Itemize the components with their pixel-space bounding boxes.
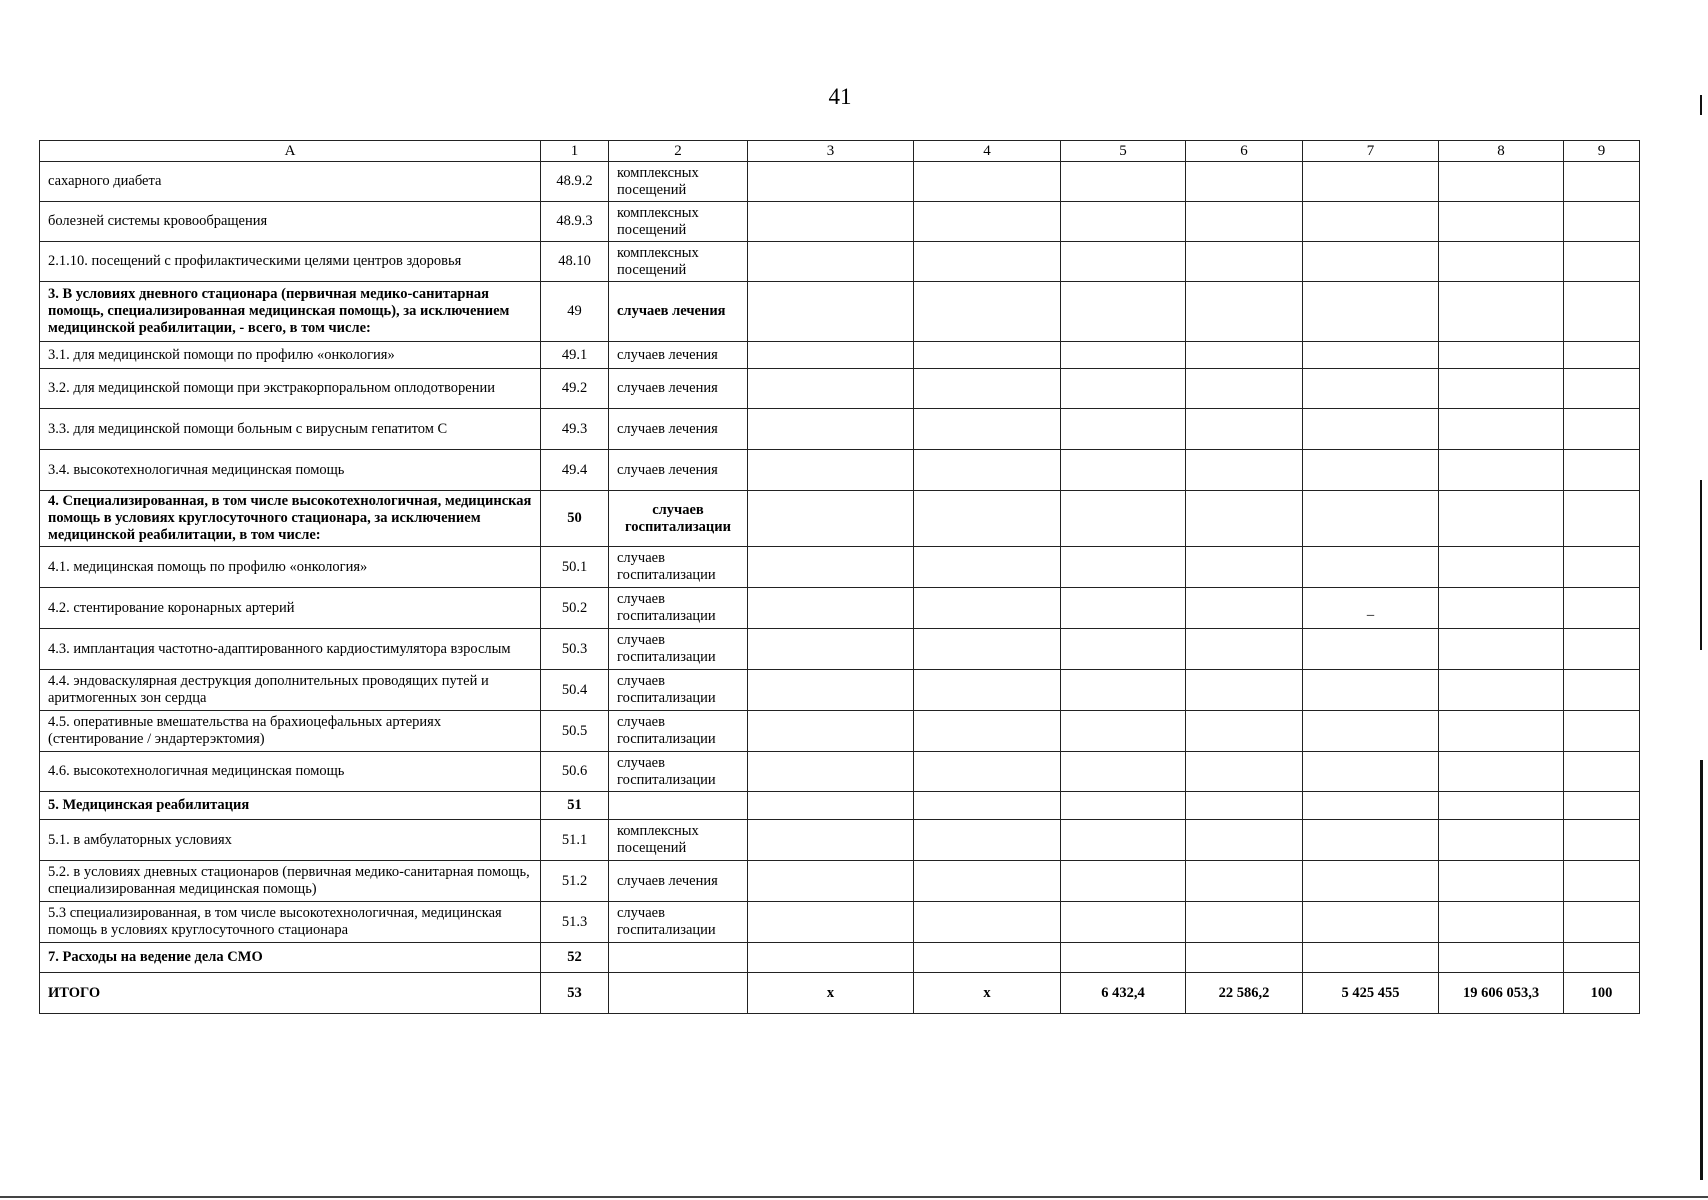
cell xyxy=(914,629,1061,670)
cell xyxy=(1303,342,1439,369)
cell xyxy=(1061,792,1186,820)
cell xyxy=(1303,409,1439,450)
cell xyxy=(914,792,1061,820)
scan-edge-mark xyxy=(1700,760,1703,1180)
cell xyxy=(1564,409,1640,450)
total-col6: 22 586,2 xyxy=(1186,973,1303,1014)
cell xyxy=(748,409,914,450)
cell xyxy=(1303,861,1439,902)
page-number: 41 xyxy=(828,84,852,109)
cell xyxy=(1303,670,1439,711)
cell xyxy=(1186,409,1303,450)
col-header-8: 8 xyxy=(1439,141,1564,162)
row-unit: случаев госпитализации xyxy=(609,902,748,943)
row-code: 48.10 xyxy=(541,242,609,282)
cell xyxy=(1303,902,1439,943)
row-unit: комплексных посещений xyxy=(609,242,748,282)
row-label: 5.1. в амбулаторных условиях xyxy=(40,820,541,861)
row-unit: случаев лечения xyxy=(609,450,748,491)
row-unit: случаев госпитализации xyxy=(609,491,748,547)
cell xyxy=(1439,491,1564,547)
table-row xyxy=(40,409,1640,450)
cell xyxy=(748,342,914,369)
dash-cell: – xyxy=(1303,588,1439,629)
cell xyxy=(914,670,1061,711)
cell xyxy=(1303,943,1439,973)
cell xyxy=(1303,450,1439,491)
cell xyxy=(1061,629,1186,670)
row-code: 51 xyxy=(541,792,609,820)
cell xyxy=(1061,943,1186,973)
row-code: 50 xyxy=(541,491,609,547)
cell xyxy=(914,242,1061,282)
col-header-4: 4 xyxy=(914,141,1061,162)
cell xyxy=(1439,588,1564,629)
cell xyxy=(1439,792,1564,820)
cell xyxy=(1186,792,1303,820)
row-label: 4. Специализированная, в том числе высокотехнологичная, медицинская помощь в условиях круглосуточного стационара, за исключением медицинской реабилитации, в том числе: xyxy=(40,491,541,547)
cell xyxy=(914,450,1061,491)
cell xyxy=(1564,491,1640,547)
header-row xyxy=(40,141,1640,162)
row-unit: случаев лечения xyxy=(609,861,748,902)
cell xyxy=(1439,342,1564,369)
row-label: сахарного диабета xyxy=(40,162,541,202)
row-label: болезней системы кровообращения xyxy=(40,202,541,242)
row-label: 5. Медицинская реабилитация xyxy=(40,792,541,820)
row-code: 49.3 xyxy=(541,409,609,450)
cell xyxy=(1303,547,1439,588)
cell xyxy=(1439,162,1564,202)
table-row xyxy=(40,670,1640,711)
scan-bottom-line xyxy=(0,1196,1708,1198)
cell xyxy=(1186,588,1303,629)
cell xyxy=(1061,369,1186,409)
cell xyxy=(1564,902,1640,943)
row-label: 4.1. медицинская помощь по профилю «онкология» xyxy=(40,547,541,588)
data-table xyxy=(39,140,1640,1014)
table-row xyxy=(40,752,1640,792)
cell xyxy=(1564,162,1640,202)
cell xyxy=(1303,711,1439,752)
cell xyxy=(748,752,914,792)
cell xyxy=(1061,491,1186,547)
row-code: 48.9.2 xyxy=(541,162,609,202)
cell xyxy=(1564,547,1640,588)
cell xyxy=(1564,242,1640,282)
cell xyxy=(1186,242,1303,282)
cell xyxy=(914,202,1061,242)
row-unit: случаев госпитализации xyxy=(609,711,748,752)
cell xyxy=(1564,792,1640,820)
cell xyxy=(914,752,1061,792)
total-col8: 19 606 053,3 xyxy=(1439,973,1564,1014)
cell xyxy=(1303,202,1439,242)
table-row xyxy=(40,861,1640,902)
cell xyxy=(1439,282,1564,342)
row-unit: комплексных посещений xyxy=(609,162,748,202)
cell xyxy=(748,902,914,943)
total-col9: 100 xyxy=(1564,973,1640,1014)
total-row xyxy=(40,973,1640,1014)
total-unit xyxy=(609,973,748,1014)
cell xyxy=(1303,242,1439,282)
cell xyxy=(1186,369,1303,409)
table-row xyxy=(40,902,1640,943)
table-row xyxy=(40,943,1640,973)
cell xyxy=(1186,450,1303,491)
cell xyxy=(1564,282,1640,342)
cell xyxy=(748,943,914,973)
table-row xyxy=(40,162,1640,202)
row-code: 50.1 xyxy=(541,547,609,588)
cell xyxy=(1439,752,1564,792)
cell xyxy=(1303,752,1439,792)
row-label: 5.3 специализированная, в том числе высокотехнологичная, медицинская помощь в условиях круглосуточного стационара xyxy=(40,902,541,943)
cell xyxy=(1439,409,1564,450)
cell xyxy=(1564,629,1640,670)
cell xyxy=(1061,861,1186,902)
cell xyxy=(1186,670,1303,711)
cell xyxy=(748,670,914,711)
row-code: 50.3 xyxy=(541,629,609,670)
cell xyxy=(1186,902,1303,943)
cell xyxy=(914,861,1061,902)
row-code: 49 xyxy=(541,282,609,342)
cell xyxy=(1186,629,1303,670)
row-unit: случаев госпитализации xyxy=(609,752,748,792)
cell xyxy=(1186,202,1303,242)
cell xyxy=(1303,820,1439,861)
cell xyxy=(748,450,914,491)
row-label: 3.4. высокотехнологичная медицинская помощь xyxy=(40,450,541,491)
cell xyxy=(1564,752,1640,792)
row-code: 50.4 xyxy=(541,670,609,711)
row-label: 3.2. для медицинской помощи при экстракорпоральном оплодотворении xyxy=(40,369,541,409)
col-header-6: 6 xyxy=(1186,141,1303,162)
cell xyxy=(1439,861,1564,902)
cell xyxy=(1186,711,1303,752)
row-unit: случаев лечения xyxy=(609,369,748,409)
cell xyxy=(914,711,1061,752)
row-unit: случаев лечения xyxy=(609,282,748,342)
cell xyxy=(1564,861,1640,902)
cell xyxy=(914,282,1061,342)
cell xyxy=(1061,342,1186,369)
total-col3: х xyxy=(748,973,914,1014)
cell xyxy=(1061,547,1186,588)
row-code: 52 xyxy=(541,943,609,973)
cell xyxy=(1303,162,1439,202)
table-row xyxy=(40,711,1640,752)
total-col7: 5 425 455 xyxy=(1303,973,1439,1014)
cell xyxy=(1564,943,1640,973)
table-row xyxy=(40,820,1640,861)
cell xyxy=(1564,588,1640,629)
cell xyxy=(1186,282,1303,342)
total-col4: х xyxy=(914,973,1061,1014)
row-label: 4.4. эндоваскулярная деструкция дополнительных проводящих путей и аритмогенных зон сердца xyxy=(40,670,541,711)
table-row xyxy=(40,491,1640,547)
row-unit xyxy=(609,792,748,820)
row-code: 48.9.3 xyxy=(541,202,609,242)
cell xyxy=(748,162,914,202)
cell xyxy=(748,282,914,342)
row-label: 4.2. стентирование коронарных артерий xyxy=(40,588,541,629)
row-code: 51.2 xyxy=(541,861,609,902)
cell xyxy=(1061,450,1186,491)
cell xyxy=(914,547,1061,588)
cell xyxy=(1439,943,1564,973)
row-label: 3.3. для медицинской помощи больным с вирусным гепатитом С xyxy=(40,409,541,450)
row-code: 50.5 xyxy=(541,711,609,752)
cell xyxy=(1439,820,1564,861)
row-code: 50.2 xyxy=(541,588,609,629)
row-label: 3.1. для медицинской помощи по профилю «онкология» xyxy=(40,342,541,369)
cell xyxy=(914,902,1061,943)
cell xyxy=(1061,162,1186,202)
cell xyxy=(1564,369,1640,409)
cell xyxy=(914,491,1061,547)
col-header-2: 2 xyxy=(609,141,748,162)
row-unit: комплексных посещений xyxy=(609,202,748,242)
cell xyxy=(1186,752,1303,792)
row-code: 49.2 xyxy=(541,369,609,409)
total-col5: 6 432,4 xyxy=(1061,973,1186,1014)
cell xyxy=(914,342,1061,369)
total-code: 53 xyxy=(541,973,609,1014)
cell xyxy=(748,369,914,409)
cell xyxy=(748,820,914,861)
row-label: 4.5. оперативные вмешательства на брахиоцефальных артериях (стентирование / эндартерэктомия) xyxy=(40,711,541,752)
col-header-9: 9 xyxy=(1564,141,1640,162)
row-code: 51.3 xyxy=(541,902,609,943)
cell xyxy=(1303,369,1439,409)
cell xyxy=(748,711,914,752)
cell xyxy=(748,588,914,629)
cell xyxy=(1061,282,1186,342)
cell xyxy=(1439,450,1564,491)
col-header-1: 1 xyxy=(541,141,609,162)
table-row xyxy=(40,547,1640,588)
cell xyxy=(914,369,1061,409)
cell xyxy=(748,861,914,902)
cell xyxy=(1439,547,1564,588)
table-row xyxy=(40,342,1640,369)
cell xyxy=(1061,409,1186,450)
cell xyxy=(1439,670,1564,711)
cell xyxy=(1439,202,1564,242)
row-unit: случаев госпитализации xyxy=(609,629,748,670)
cell xyxy=(1186,547,1303,588)
cell xyxy=(1061,752,1186,792)
cell xyxy=(914,588,1061,629)
cell xyxy=(1061,242,1186,282)
cell xyxy=(1564,711,1640,752)
table-row xyxy=(40,629,1640,670)
row-unit: случаев госпитализации xyxy=(609,670,748,711)
table-row xyxy=(40,369,1640,409)
row-unit: случаев госпитализации xyxy=(609,588,748,629)
col-header-5: 5 xyxy=(1061,141,1186,162)
cell xyxy=(914,409,1061,450)
cell xyxy=(1564,342,1640,369)
row-label: 4.6. высокотехнологичная медицинская помощь xyxy=(40,752,541,792)
cell xyxy=(1061,670,1186,711)
row-label: 7. Расходы на ведение дела СМО xyxy=(40,943,541,973)
cell xyxy=(1303,792,1439,820)
cell xyxy=(1061,711,1186,752)
cell xyxy=(1564,820,1640,861)
cell xyxy=(914,820,1061,861)
row-code: 49.1 xyxy=(541,342,609,369)
cell xyxy=(1564,670,1640,711)
row-code: 50.6 xyxy=(541,752,609,792)
cell xyxy=(914,162,1061,202)
cell xyxy=(748,491,914,547)
row-code: 51.1 xyxy=(541,820,609,861)
cell xyxy=(1186,943,1303,973)
cell xyxy=(1061,588,1186,629)
cell xyxy=(748,629,914,670)
scan-edge-mark xyxy=(1700,480,1702,650)
cell xyxy=(748,792,914,820)
cell xyxy=(1061,902,1186,943)
cell xyxy=(748,202,914,242)
cell xyxy=(1186,162,1303,202)
cell xyxy=(1303,629,1439,670)
cell xyxy=(1061,820,1186,861)
cell xyxy=(748,547,914,588)
row-label: 3. В условиях дневного стационара (первичная медико-санитарная помощь, специализированная медицинская помощь), за исключением медицинской реабилитации, - всего, в том числе: xyxy=(40,282,541,342)
cell xyxy=(1564,202,1640,242)
col-header-3: 3 xyxy=(748,141,914,162)
cell xyxy=(914,943,1061,973)
scan-edge-mark xyxy=(1700,95,1702,115)
cell xyxy=(1186,491,1303,547)
cell xyxy=(1439,629,1564,670)
row-unit: случаев лечения xyxy=(609,342,748,369)
cell xyxy=(1303,282,1439,342)
cell xyxy=(1439,242,1564,282)
cell xyxy=(748,242,914,282)
row-label: 5.2. в условиях дневных стационаров (первичная медико-санитарная помощь, специализированная медицинская помощь) xyxy=(40,861,541,902)
total-label: ИТОГО xyxy=(40,973,541,1014)
table-row xyxy=(40,588,1640,629)
table-row xyxy=(40,202,1640,242)
table-row xyxy=(40,792,1640,820)
row-unit: случаев госпитализации xyxy=(609,547,748,588)
cell xyxy=(1439,369,1564,409)
row-unit xyxy=(609,943,748,973)
cell xyxy=(1439,902,1564,943)
cell xyxy=(1186,861,1303,902)
row-unit: комплексных посещений xyxy=(609,820,748,861)
table-row xyxy=(40,242,1640,282)
cell xyxy=(1186,820,1303,861)
cell xyxy=(1061,202,1186,242)
col-header-7: 7 xyxy=(1303,141,1439,162)
table-row xyxy=(40,282,1640,342)
row-label: 4.3. имплантация частотно-адаптированного кардиостимулятора взрослым xyxy=(40,629,541,670)
cell xyxy=(1303,491,1439,547)
col-header-a: А xyxy=(40,141,541,162)
cell xyxy=(1186,342,1303,369)
cell xyxy=(1564,450,1640,491)
table-row xyxy=(40,450,1640,491)
row-unit: случаев лечения xyxy=(609,409,748,450)
cell xyxy=(1439,711,1564,752)
row-code: 49.4 xyxy=(541,450,609,491)
row-label: 2.1.10. посещений с профилактическими целями центров здоровья xyxy=(40,242,541,282)
